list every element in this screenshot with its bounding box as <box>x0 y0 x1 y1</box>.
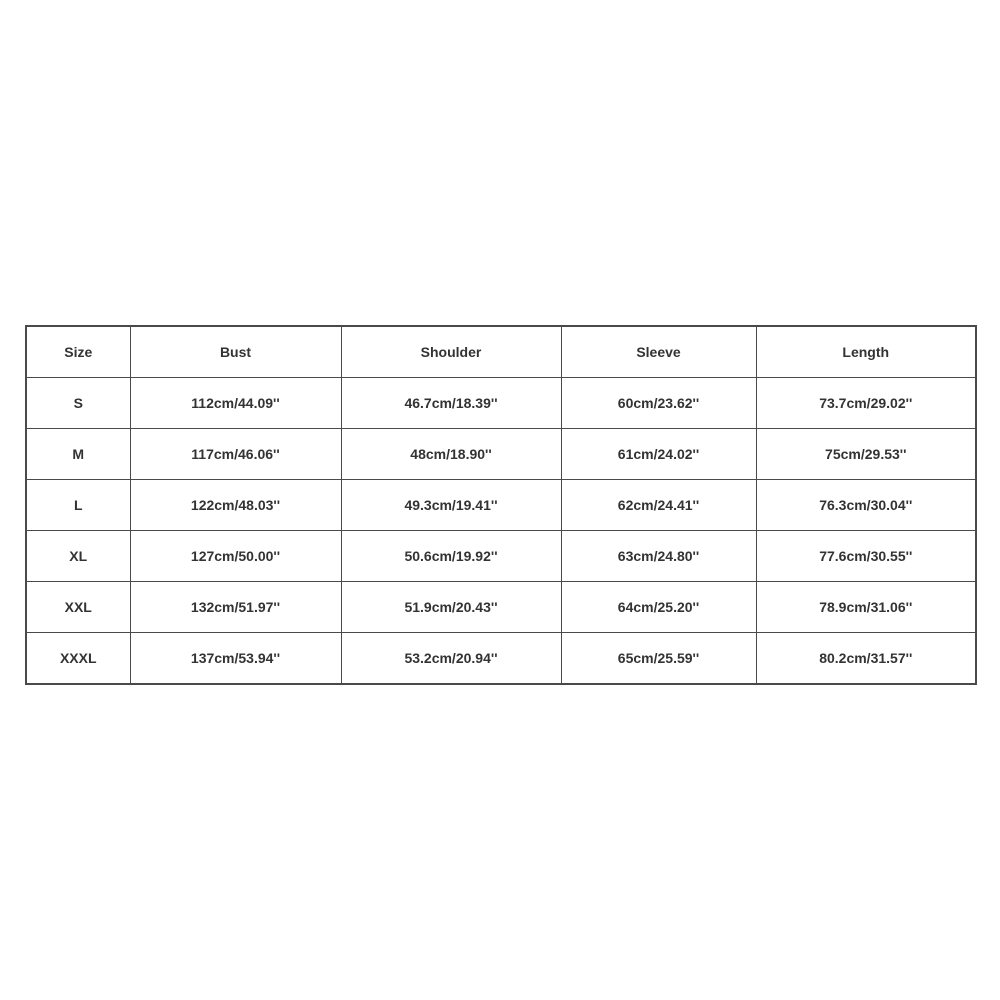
table-row <box>26 633 976 685</box>
cell-length: 76.3cm/30.04'' <box>756 480 976 531</box>
cell-bust: 112cm/44.09'' <box>130 378 341 429</box>
cell-size: S <box>26 378 130 429</box>
cell-length: 75cm/29.53'' <box>756 429 976 480</box>
cell-size: XL <box>26 531 130 582</box>
cell-shoulder: 46.7cm/18.39'' <box>341 378 561 429</box>
header-sleeve: Sleeve <box>561 326 756 378</box>
cell-bust: 137cm/53.94'' <box>130 633 341 685</box>
cell-length: 73.7cm/29.02'' <box>756 378 976 429</box>
cell-bust: 132cm/51.97'' <box>130 582 341 633</box>
cell-bust: 117cm/46.06'' <box>130 429 341 480</box>
table-row <box>26 531 976 582</box>
header-shoulder: Shoulder <box>341 326 561 378</box>
cell-length: 77.6cm/30.55'' <box>756 531 976 582</box>
size-chart-table <box>25 325 977 685</box>
table-row <box>26 480 976 531</box>
cell-size: XXXL <box>26 633 130 685</box>
table-row <box>26 378 976 429</box>
cell-shoulder: 53.2cm/20.94'' <box>341 633 561 685</box>
cell-bust: 122cm/48.03'' <box>130 480 341 531</box>
cell-shoulder: 50.6cm/19.92'' <box>341 531 561 582</box>
cell-size: M <box>26 429 130 480</box>
cell-shoulder: 48cm/18.90'' <box>341 429 561 480</box>
cell-size: L <box>26 480 130 531</box>
table-row <box>26 429 976 480</box>
table-row <box>26 582 976 633</box>
cell-length: 80.2cm/31.57'' <box>756 633 976 685</box>
header-row <box>26 326 976 378</box>
header-bust: Bust <box>130 326 341 378</box>
cell-bust: 127cm/50.00'' <box>130 531 341 582</box>
header-size: Size <box>26 326 130 378</box>
cell-sleeve: 60cm/23.62'' <box>561 378 756 429</box>
cell-sleeve: 64cm/25.20'' <box>561 582 756 633</box>
cell-length: 78.9cm/31.06'' <box>756 582 976 633</box>
cell-shoulder: 51.9cm/20.43'' <box>341 582 561 633</box>
cell-sleeve: 63cm/24.80'' <box>561 531 756 582</box>
cell-size: XXL <box>26 582 130 633</box>
header-length: Length <box>756 326 976 378</box>
cell-sleeve: 61cm/24.02'' <box>561 429 756 480</box>
cell-sleeve: 62cm/24.41'' <box>561 480 756 531</box>
cell-sleeve: 65cm/25.59'' <box>561 633 756 685</box>
cell-shoulder: 49.3cm/19.41'' <box>341 480 561 531</box>
